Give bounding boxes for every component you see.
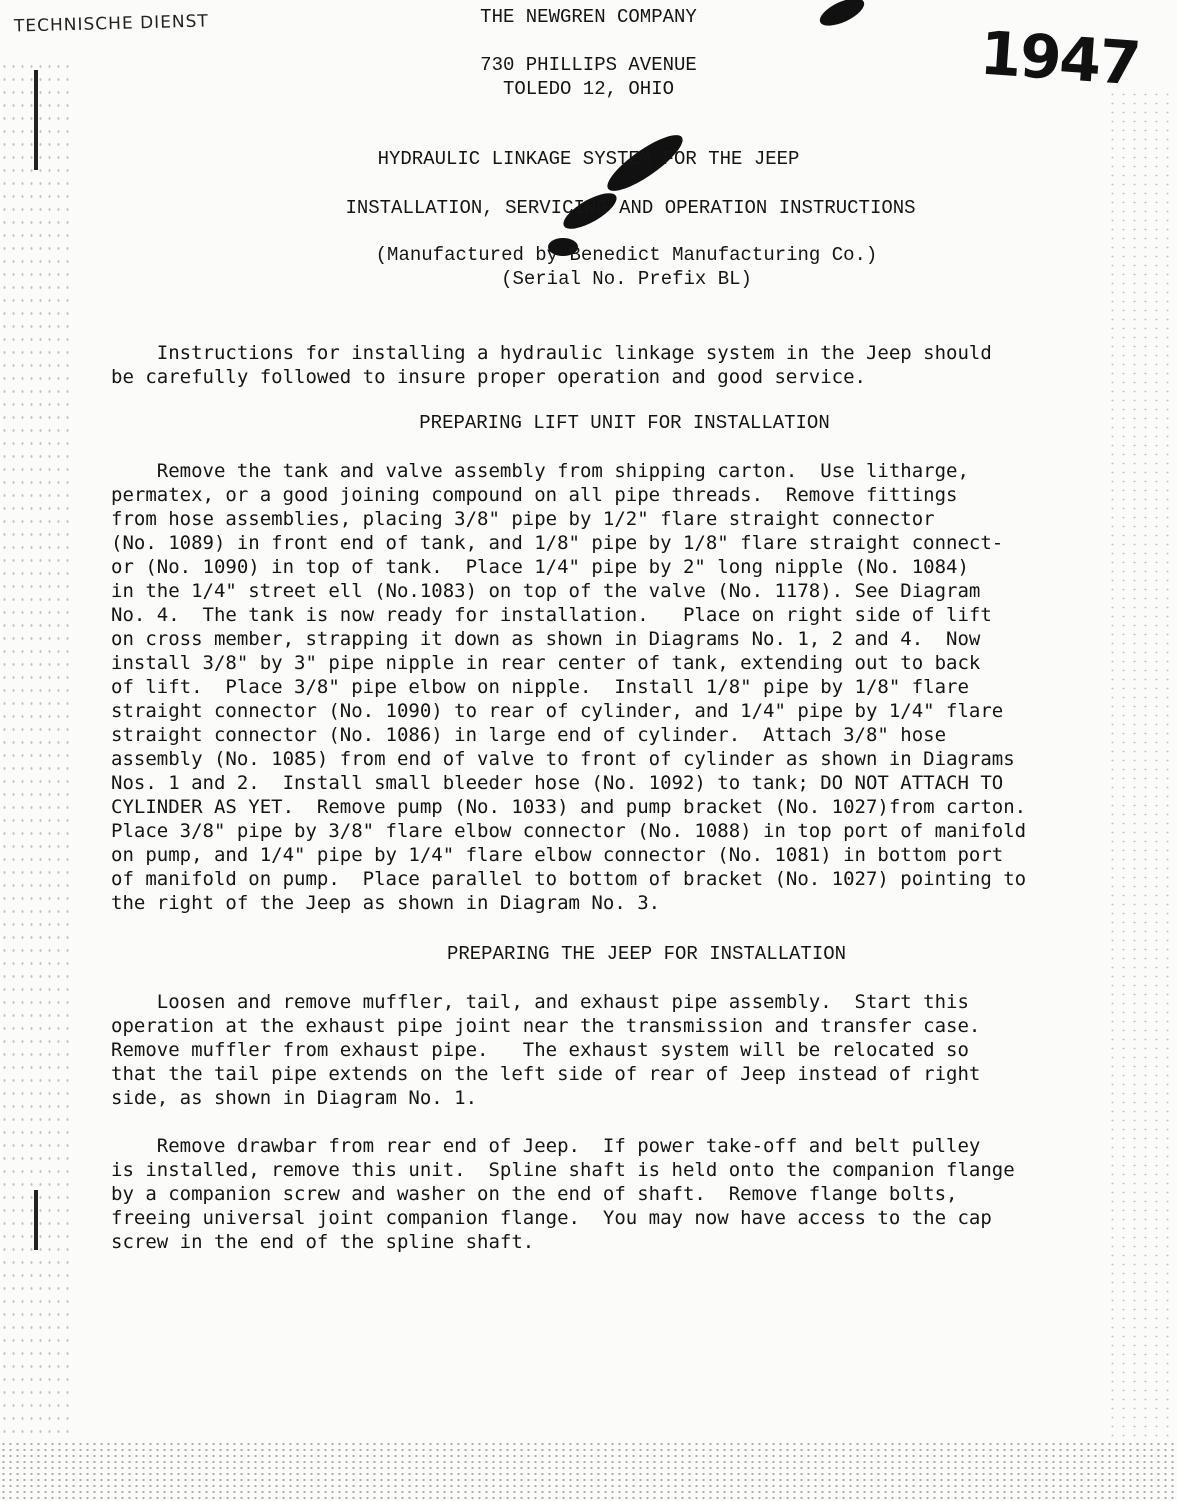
margin-mark-bottom	[34, 1190, 38, 1250]
serial-prefix-line: (Serial No. Prefix BL)	[501, 268, 752, 290]
address-line-1: 730 PHILLIPS AVENUE	[480, 54, 697, 76]
document-title: HYDRAULIC LINKAGE SYSTEM FOR THE JEEP	[377, 148, 800, 170]
company-name: THE NEWGREN COMPANY	[480, 6, 697, 28]
intro-paragraph: Instructions for installing a hydraulic linkage system in the Jeep should be carefully followed to insure proper operation and good service.	[111, 342, 992, 388]
section-body-exhaust: Loosen and remove muffler, tail, and exhaust pipe assembly. Start this operation at the exhaust pipe joint near the transmission and transfer case. Remove muffler from exhaust pipe. The exhaust system will be relocated so that the tail pipe extends on the left side of rear of Jeep instead of right side, as shown in Diagram No. 1.	[111, 991, 981, 1109]
manufacturer-line: (Manufactured by Benedict Manufacturing Co.)	[375, 244, 878, 266]
document-subtitle: INSTALLATION, SERVICING AND OPERATION INSTRUCTIONS	[345, 197, 916, 219]
section-body-lift-unit: Remove the tank and valve assembly from shipping carton. Use litharge, permatex, or a good joining compound on all pipe threads. Remove fittings from hose assemblies, placing 3/8" pipe by 1/2" flare straight connector (No. 1089) in front end of tank, and 1/8" pipe by 1/8" flare straight connect- or (No. 1090) in top of tank. Place 1/4" pipe by 2" long nipple (No. 1084) in the 1/4" street ell (No.1083) on top of the valve (No. 1178). See Diagram No. 4. The tank is now ready for installation. Place on right side of lift on cross member, strapping it down as shown in Diagrams No. 1, 2 and 4. Now install 3/8" by 3" pipe nipple in rear center of tank, extending out to back of lift. Place 3/8" pipe elbow on nipple. Install 1/8" pipe by 1/8" flare straight connector (No. 1090) to rear of cylinder, and 1/4" pipe by 1/4" flare straight connector (No. 1086) in large end of cylinder. Attach 3/8" hose assembly (No. 1085) from end of valve to front of cylinder as shown in Diagrams Nos. 1 and 2. Install small bleeder hose (No. 1092) to tank; DO NOT ATTACH TO CYLINDER AS YET. Remove pump (No. 1033) and pump bracket (No. 1027)from carton. Place 3/8" pipe by 3/8" flare elbow connector (No. 1088) in top port of manifold on pump, and 1/4" pipe by 1/4" flare elbow connector (No. 1081) in bottom port of manifold on pump. Place parallel to bottom of bracket (No. 1027) pointing to the right of the Jeep as shown in Diagram No. 3.	[111, 460, 1027, 914]
scan-noise-right	[1107, 90, 1177, 1440]
scan-noise-bottom	[0, 1441, 1177, 1501]
section-heading-lift-unit: PREPARING LIFT UNIT FOR INSTALLATION	[419, 412, 830, 434]
section-body-drawbar: Remove drawbar from rear end of Jeep. If power take-off and belt pulley is installed, remove this unit. Spline shaft is held onto the companion flange by a companion screw and washer on the end of shaft. Remove flange bolts, freeing universal joint companion flange. You may now have access to the cap screw in the end of the spline shaft.	[111, 1135, 1015, 1253]
handwritten-year: 1947	[977, 18, 1142, 100]
archive-stamp: TECHNISCHE DIENST	[13, 11, 210, 37]
address-line-2: TOLEDO 12, OHIO	[502, 78, 675, 100]
section-heading-jeep-prep: PREPARING THE JEEP FOR INSTALLATION	[446, 943, 847, 965]
